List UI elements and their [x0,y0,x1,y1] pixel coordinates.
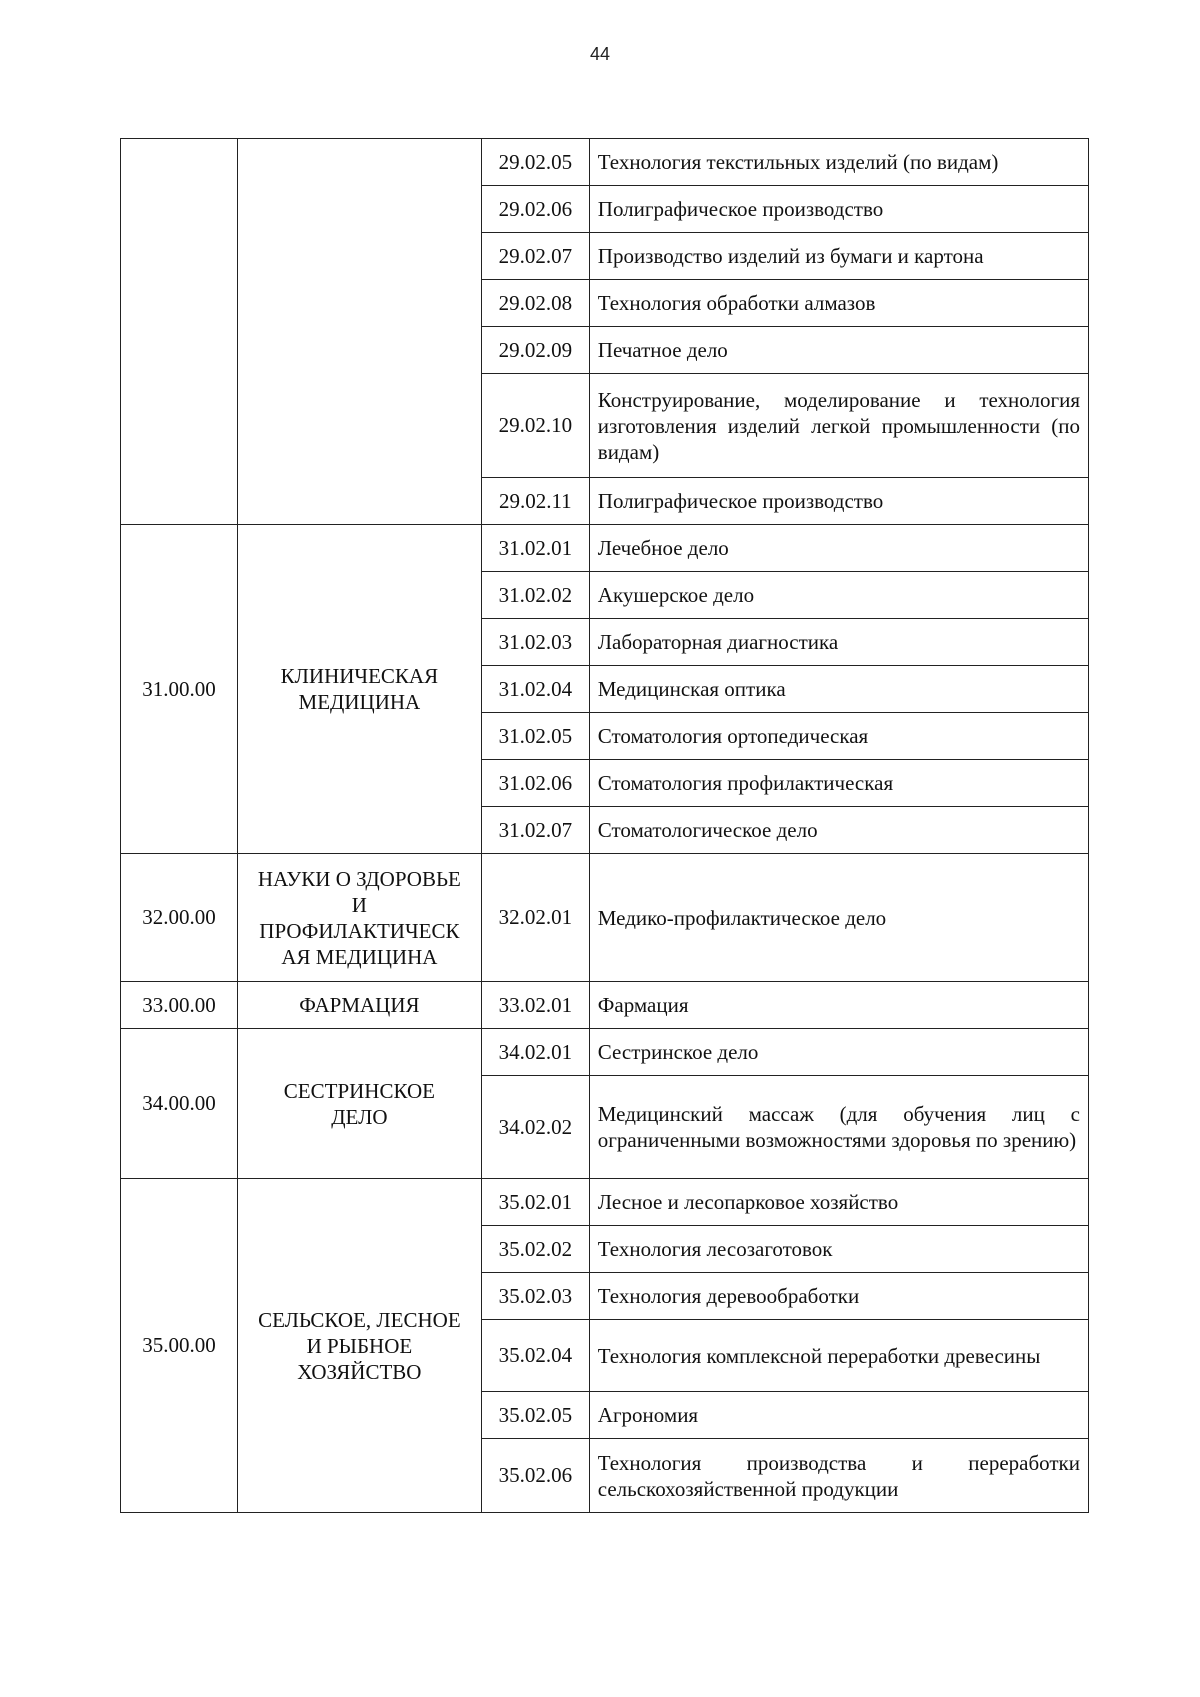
specialty-name: Лабораторная диагностика [589,619,1088,666]
group-name-line: СЕЛЬСКОЕ, ЛЕСНОЕ [258,1307,461,1332]
group-name: ФАРМАЦИЯ [237,982,481,1029]
specialty-code: 29.02.09 [481,327,589,374]
specialty-name: Полиграфическое производство [589,186,1088,233]
table-row [121,1179,1089,1226]
specialty-code: 31.02.02 [481,572,589,619]
group-name-line: СЕСТРИНСКОЕ [283,1078,435,1103]
specialty-code: 35.02.06 [481,1439,589,1513]
specialty-code: 31.02.01 [481,525,589,572]
group-code: 35.00.00 [121,1179,238,1513]
group-code: 34.00.00 [121,1029,238,1179]
table-row [121,1029,1089,1076]
specialty-code: 35.02.01 [481,1179,589,1226]
page-number: 44 [589,44,611,64]
specialty-code: 35.02.05 [481,1392,589,1439]
specialty-code: 32.02.01 [481,854,589,982]
specialty-name: Акушерское дело [589,572,1088,619]
specialty-name: Лесное и лесопарковое хозяйство [589,1179,1088,1226]
specialty-code: 33.02.01 [481,982,589,1029]
specialty-code: 35.02.02 [481,1226,589,1273]
specialty-code: 29.02.07 [481,233,589,280]
specialty-code: 29.02.08 [481,280,589,327]
group-name-line: КЛИНИЧЕСКАЯ [280,664,439,688]
group-name [237,1179,481,1513]
group-name-line: И [351,892,367,917]
group-code: 32.00.00 [121,854,238,982]
specialty-name: Стоматология ортопедическая [589,713,1088,760]
specialty-code: 29.02.10 [481,374,589,478]
table-row [121,854,1089,982]
specialty-name: Стоматология профилактическая [589,760,1088,807]
specialty-code: 29.02.05 [481,139,589,186]
specialty-name: Технология комплексной переработки древесины [589,1320,1088,1392]
group-name-line: АЯ МЕДИЦИНА [281,944,438,969]
specialty-name: Лечебное дело [589,525,1088,572]
specialty-name: Печатное дело [589,327,1088,374]
specialty-code: 31.02.05 [481,713,589,760]
specialty-code: 31.02.04 [481,666,589,713]
specialty-name: Технология деревообработки [589,1273,1088,1320]
specialty-name: Медико-профилактическое дело [589,854,1088,982]
specialty-code: 29.02.11 [481,478,589,525]
group-name-line: ДЕЛО [331,1104,388,1129]
group-name [237,1029,481,1179]
specialty-name: Конструирование, моделирование и технология изготовления изделий легкой промышленности (по видам) [589,374,1088,478]
specialty-code: 31.02.07 [481,807,589,854]
specialty-code: 34.02.01 [481,1029,589,1076]
specialty-code: 31.02.03 [481,619,589,666]
specialty-name: Агрономия [589,1392,1088,1439]
specialty-name: Технология производства и переработки сельскохозяйственной продукции [589,1439,1088,1513]
group-code: 33.00.00 [121,982,238,1029]
table-row [121,982,1089,1029]
group-name [237,525,481,854]
group-name [237,854,481,982]
table-row [121,525,1089,572]
specialty-code: 35.02.03 [481,1273,589,1320]
specialty-name: Технология обработки алмазов [589,280,1088,327]
specialty-name: Производство изделий из бумаги и картона [589,233,1088,280]
specialty-name: Технология текстильных изделий (по видам) [589,139,1088,186]
specialty-code: 35.02.04 [481,1320,589,1392]
group-name-line: НАУКИ О ЗДОРОВЬЕ [257,866,461,891]
group-name-cell [237,139,481,525]
specialty-name: Сестринское дело [589,1029,1088,1076]
group-code: 31.00.00 [121,525,238,854]
table-row [121,139,1089,186]
specialty-name: Медицинская оптика [589,666,1088,713]
specialty-name: Фармация [589,982,1088,1029]
specialty-name: Стоматологическое дело [589,807,1088,854]
specialty-name: Медицинский массаж (для обучения лиц с ограниченными возможностями здоровья по зрению) [589,1076,1088,1179]
specialty-name: Полиграфическое производство [589,478,1088,525]
specialty-name: Технология лесозаготовок [589,1226,1088,1273]
group-name-line: И РЫБНОЕ [306,1333,413,1358]
specialty-code: 34.02.02 [481,1076,589,1179]
specialty-code: 29.02.06 [481,186,589,233]
group-name-line: ХОЗЯЙСТВО [297,1359,422,1384]
specialties-table [120,138,1089,1513]
group-code-cell [121,139,238,525]
specialty-code: 31.02.06 [481,760,589,807]
group-name-line: ПРОФИЛАКТИЧЕСК [259,918,460,943]
group-name-line: МЕДИЦИНА [298,690,421,714]
